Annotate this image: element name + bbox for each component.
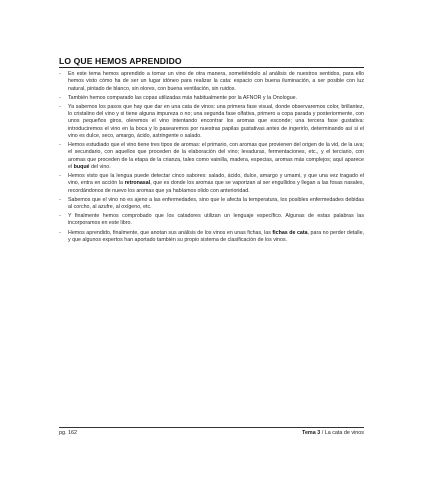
bullet-dash: - (59, 229, 61, 236)
list-item-text: Ya sabemos los pasos que hay que dar en una cata de vinos: una primera fase visual, donde observaremos color, brillantez, lo cristalino del vino y si tiene alguna impureza o no; una segunda fase olfativa, primero a copa parada y posteriormente, con unos pequeños giros, oleremos el vino intentando encontrar los aromas que esconde; una tercera fase gustativa: introduciremos el vino en la boca y lo pasearemos por nuestras papilas gustativas antes de ingerirlo, determinando así si el vino es dulce, seco, amargo, ácido, astringente o salado. (68, 103, 364, 139)
list-item (59, 197, 364, 212)
list-item (59, 71, 364, 93)
chapter-title: / La cata de vinos (320, 430, 364, 436)
list-item (59, 142, 364, 171)
list-item-text: En este tema hemos aprendido a tomar un vino de otra manera, sometiéndolo al análisis de nuestros sentidos, para ello hemos visto cómo ha de ser un lugar idóneo para realizar la cata: espacio con buena iluminación, a ser posible con luz natural, pintado de blanco, sin olores, con buena ventilación, sin ruidos. (68, 71, 364, 92)
list-item (59, 213, 364, 228)
list-item (59, 104, 364, 140)
list-item-text: Y finalmente hemos comprobado que los catadores utilizan un lenguaje específico. Algunas de estas palabras las incorporamos en este libro. (68, 213, 364, 227)
bullet-dash: - (59, 173, 61, 180)
summary-list (59, 71, 364, 246)
bullet-dash: - (59, 71, 61, 77)
bullet-dash: - (59, 103, 61, 110)
list-item (59, 173, 364, 195)
list-item-text: , que es donde los aromas que se vaporizan al ser engullidos y llegan a las fosas nasales, recordándonos de nuevo los aromas que ya habíamos olido con anterioridad. (68, 180, 364, 194)
list-item-text: , para no perder detalle, y que algunos expertos han aportado también su propio sistema de clasificación de los vinos. (68, 229, 364, 243)
list-item (59, 95, 364, 102)
footer-rule (59, 427, 364, 428)
emphasis-term: fichas de cata (272, 229, 308, 236)
list-item-text: Sabemos que el vino no es ajeno a las enfermedades, sino que le afecta la temperatura, los posibles enfermedades debidas al corcho, al azufre, al oxígeno, etc. (68, 196, 364, 211)
bullet-dash: - (59, 94, 61, 101)
tema-label: Tema 3 (302, 430, 321, 436)
list-item-text: Hemos visto que la lengua puede detectar cinco sabores: salado, ácido, dulce, amargo y umami, y que una vez tragado el vino, entra en acción la (68, 173, 364, 187)
list-item-text: Hemos estudiado que el vino tiene tres tipos de aromas: el primario, con aromas que provienen del origen de la vid, de la uva; el secundario, con aquellos que proceden de la elaboración del vino; levaduras, fermentaciones, etc., y el terciario, con aromas que proceden de la etapa de la crianza, tales como vainilla, madera, especias, aromas más complejos; aquí aparece el (68, 142, 364, 170)
emphasis-term: retronasal (124, 180, 151, 187)
list-item-text: Hemos aprendido, finalmente, que anotan sus análisis de los vinos en unas fichas, las (68, 229, 273, 236)
list-item-text: del vino. (89, 163, 111, 170)
bullet-dash: - (59, 142, 61, 149)
list-item (59, 230, 364, 245)
bullet-dash: - (59, 196, 61, 203)
emphasis-term: buqué (73, 163, 90, 170)
page-number: pg. 162 (59, 430, 77, 436)
section-title: LO QUE HEMOS APRENDIDO (59, 56, 182, 66)
list-item-text: También hemos comparado las copas utilizadas más habitualmente por la AFNOR y la Onologue. (68, 94, 298, 101)
bullet-dash: - (59, 213, 61, 220)
chapter-label (302, 430, 364, 436)
title-underline (59, 67, 364, 68)
